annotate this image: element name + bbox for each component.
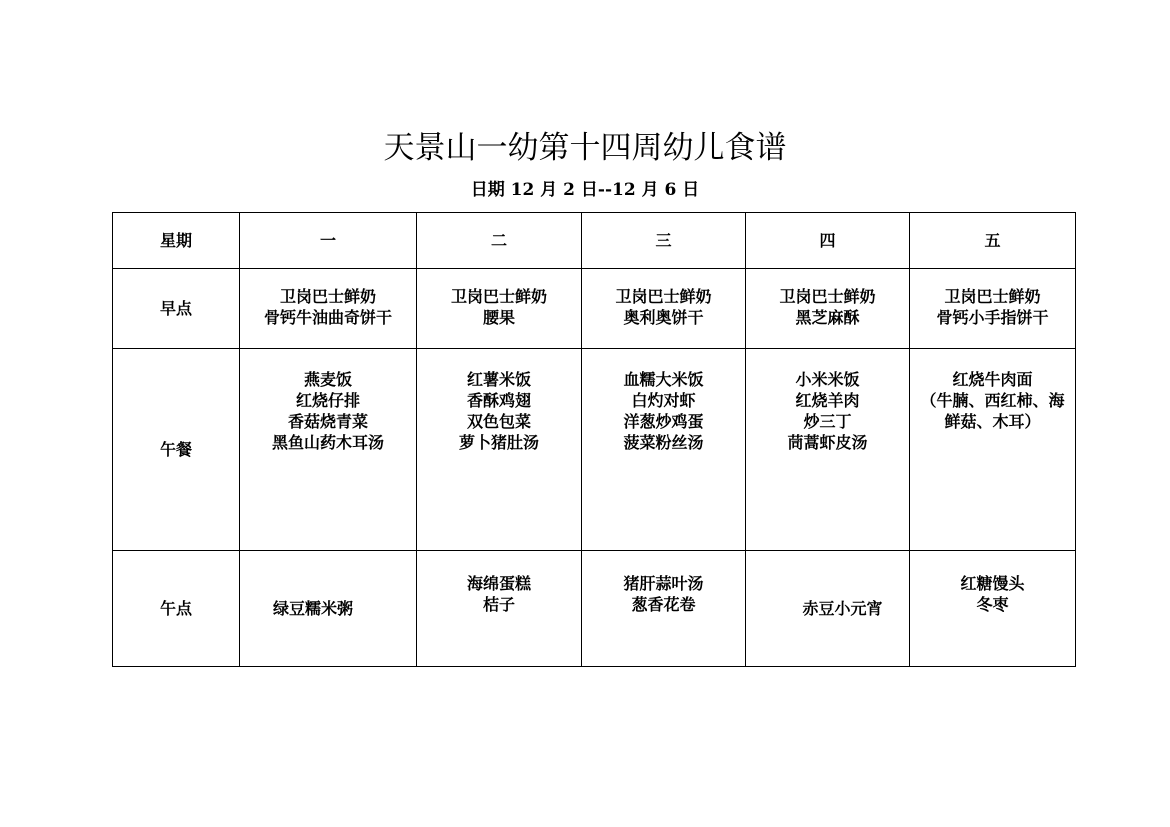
menu-item: 奥利奥饼干 xyxy=(623,308,704,327)
snack-row xyxy=(113,551,1076,667)
lunch-cell-friday xyxy=(910,349,1076,551)
header-row xyxy=(113,213,1076,269)
lunch-cell-monday xyxy=(240,349,417,551)
breakfast-label: 早点 xyxy=(113,269,240,349)
breakfast-cell-tuesday xyxy=(417,269,582,349)
menu-item: 葱香花卷 xyxy=(631,595,696,614)
menu-item: 猪肝蒜叶汤 xyxy=(623,574,704,593)
day-thursday: 四 xyxy=(746,213,910,269)
menu-item: 燕麦饭 xyxy=(303,370,352,389)
menu-item: 卫岗巴士鲜奶 xyxy=(779,287,876,306)
date-range: 日期 12 月 2 日--12 月 6 日 xyxy=(470,180,700,200)
menu-item: 菠菜粉丝汤 xyxy=(623,433,704,452)
menu-item: 白灼对虾 xyxy=(631,391,696,410)
menu-item: 红烧牛肉面 xyxy=(952,370,1033,389)
menu-item: 红烧仔排 xyxy=(295,391,360,410)
menu-item: 小米米饭 xyxy=(795,370,860,389)
menu-item: 腰果 xyxy=(482,308,515,327)
lunch-cell-thursday xyxy=(746,349,910,551)
lunch-row xyxy=(113,349,1076,551)
menu-item: 炒三丁 xyxy=(803,412,852,431)
menu-item: 红糖馒头 xyxy=(960,574,1025,593)
menu-item: 桔子 xyxy=(482,595,515,614)
menu-item: 卫岗巴士鲜奶 xyxy=(944,287,1041,306)
breakfast-cell-monday xyxy=(240,269,417,349)
menu-item: 香酥鸡翅 xyxy=(466,391,531,410)
menu-item: 洋葱炒鸡蛋 xyxy=(623,412,704,431)
lunch-cell-wednesday xyxy=(582,349,746,551)
menu-item: 黑芝麻酥 xyxy=(795,308,860,327)
menu-item: 萝卜猪肚汤 xyxy=(458,433,539,452)
menu-item: 黑鱼山药木耳汤 xyxy=(271,433,384,452)
menu-item: 绿豆糯米粥 xyxy=(272,599,353,618)
menu-item: 骨钙小手指饼干 xyxy=(936,308,1049,327)
breakfast-cell-wednesday xyxy=(582,269,746,349)
menu-item: 红薯米饭 xyxy=(466,370,531,389)
menu-item-note: （牛腩、西红柿、海鲜菇、木耳） xyxy=(920,391,1065,431)
menu-item: 卫岗巴士鲜奶 xyxy=(615,287,712,306)
menu-item: 双色包菜 xyxy=(466,412,531,431)
menu-item: 卫岗巴士鲜奶 xyxy=(450,287,547,306)
snack-label: 午点 xyxy=(113,551,240,667)
snack-cell-monday xyxy=(240,551,417,667)
menu-table xyxy=(112,212,1076,667)
menu-item: 冬枣 xyxy=(976,595,1009,614)
menu-item: 赤豆小元宵 xyxy=(802,599,883,618)
menu-item: 骨钙牛油曲奇饼干 xyxy=(263,308,392,327)
menu-item: 红烧羊肉 xyxy=(795,391,860,410)
snack-cell-tuesday xyxy=(417,551,582,667)
menu-item: 海绵蛋糕 xyxy=(466,574,531,593)
menu-item: 血糯大米饭 xyxy=(623,370,704,389)
page-title: 天景山一幼第十四周幼儿食谱 xyxy=(383,130,787,166)
menu-item: 茼蒿虾皮汤 xyxy=(787,433,868,452)
breakfast-row xyxy=(113,269,1076,349)
day-tuesday: 二 xyxy=(417,213,582,269)
breakfast-cell-friday xyxy=(910,269,1076,349)
snack-cell-wednesday xyxy=(582,551,746,667)
snack-cell-friday xyxy=(910,551,1076,667)
lunch-label: 午餐 xyxy=(113,349,240,551)
day-friday: 五 xyxy=(910,213,1076,269)
day-wednesday: 三 xyxy=(582,213,746,269)
breakfast-cell-thursday xyxy=(746,269,910,349)
lunch-cell-tuesday xyxy=(417,349,582,551)
day-monday: 一 xyxy=(240,213,417,269)
menu-item: 卫岗巴士鲜奶 xyxy=(279,287,376,306)
snack-cell-thursday xyxy=(746,551,910,667)
menu-item: 香菇烧青菜 xyxy=(287,412,368,431)
weekday-header-label: 星期 xyxy=(113,213,240,269)
